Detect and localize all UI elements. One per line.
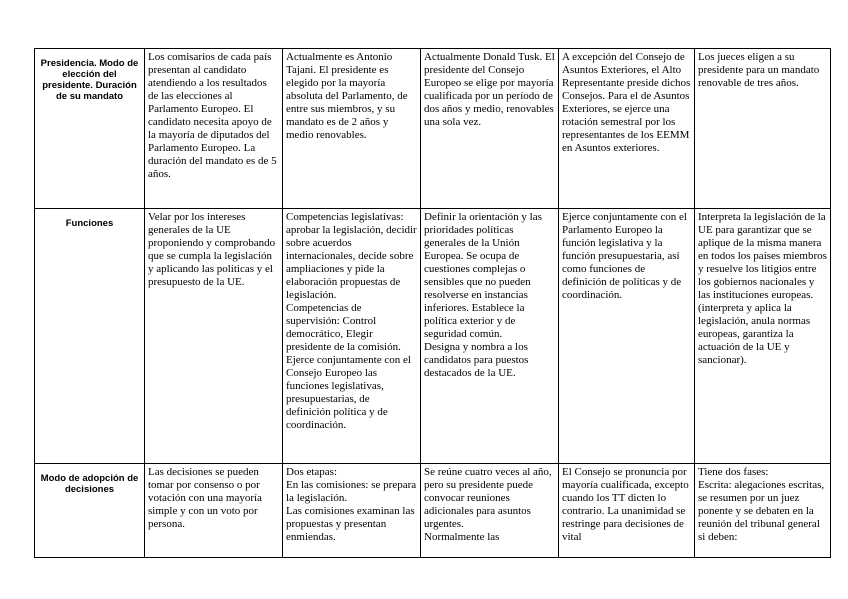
row-header-presidencia bbox=[35, 49, 145, 209]
cell-text: Actualmente Donald Tusk. El presidente del Consejo Europeo se elige por mayoría cualificada por un período de dos años y medio, renovables una sola vez. bbox=[424, 51, 555, 128]
table-cell bbox=[145, 49, 283, 209]
table-cell bbox=[145, 209, 283, 464]
institutions-comparison-table bbox=[34, 48, 831, 558]
table-cell bbox=[283, 209, 421, 464]
cell-text: Los comisarios de cada país presentan al candidato atendiendo a los resultados de las elecciones al Parlamento Europeo. El candidato necesita apoyo de la mayoría de diputados del Parlamento Europeo. La duración del mandato es de 5 años. bbox=[148, 51, 277, 180]
cell-text: A excepción del Consejo de Asuntos Exteriores, el Alto Representante preside dichos Consejos. Para el de Asuntos Exteriores, se ejerce una rotación semestral por los representantes de los EEMM en Asuntos exteriores. bbox=[562, 51, 691, 154]
cell-text: Definir la orientación y las prioridades políticas generales de la Unión Europea. Se ocupa de cuestiones complejas o sensibles que no pueden resolverse en instancias inferiores. Establece la política exterior y de seguridad común. Designa y nombra a los candidatos para puestos destacados de la UE. bbox=[424, 211, 542, 379]
cell-text: Ejerce conjuntamente con el Parlamento Europeo la función legislativa y la función presupuestaria, así como funciones de definición de políticas y de coordinación. bbox=[562, 211, 687, 301]
table-cell bbox=[421, 464, 559, 558]
row-header-label: Modo de adopción de decisiones bbox=[40, 473, 139, 495]
cell-text: Dos etapas: En las comisiones: se prepara la legislación. Las comisiones examinan las propuestas y presentan enmiendas. bbox=[286, 466, 417, 543]
table-row bbox=[35, 209, 831, 464]
row-header-adopcion-decisiones bbox=[35, 464, 145, 558]
row-header-label: Presidencia. Modo de elección del presidente. Duración de su mandato bbox=[40, 58, 139, 102]
table-cell bbox=[695, 464, 831, 558]
cell-text: Se reúne cuatro veces al año, pero su presidente puede convocar reuniones adicionales para asuntos urgentes. Normalmente las bbox=[424, 466, 552, 543]
table-cell bbox=[559, 209, 695, 464]
table-row bbox=[35, 49, 831, 209]
table-row bbox=[35, 464, 831, 558]
table-cell bbox=[559, 49, 695, 209]
table-cell bbox=[283, 49, 421, 209]
cell-text: Velar por los intereses generales de la UE proponiendo y comprobando que se cumpla la legislación y aplicando las políticas y el presupuesto de la UE. bbox=[148, 211, 276, 288]
table-cell bbox=[145, 464, 283, 558]
cell-text: El Consejo se pronuncia por mayoría cualificada, excepto cuando los TT dicten lo contrario. La unanimidad se restringe para decisiones de vital bbox=[562, 466, 689, 543]
table-cell bbox=[283, 464, 421, 558]
table-cell bbox=[695, 49, 831, 209]
row-header-label: Funciones bbox=[65, 218, 114, 229]
table-cell bbox=[421, 49, 559, 209]
cell-text: Interpreta la legislación de la UE para garantizar que se aplique de la misma manera en todos los países miembros y resuelve los litigios entre los gobiernos nacionales y las instituciones europeas. (interpreta y aplica la legislación, anula normas europeas, garantiza la actuación de la UE y sancionar). bbox=[698, 211, 827, 366]
cell-text: Las decisiones se pueden tomar por consenso o por votación con una mayoría simple y con un voto por persona. bbox=[148, 466, 262, 530]
cell-text: Tiene dos fases: Escrita: alegaciones escritas, se resumen por un juez ponente y se debaten en la reunión del tribunal general si deben: bbox=[698, 466, 825, 543]
cell-text: Los jueces eligen a su presidente para un mandato renovable de tres años. bbox=[698, 51, 820, 89]
cell-text: Competencias legislativas: aprobar la legislación, decidir sobre acuerdos internacionales, decide sobre ampliaciones y pide la elaboración propuestas de legislación. Competencias de supervisión: Control democrático, Elegir presidente de la comisión. Ejerce conjuntamente con el Consejo Europeo las funciones legislativas, presupuestarias, de definición política y de coordinación. bbox=[286, 211, 417, 431]
table-cell bbox=[421, 209, 559, 464]
cell-text: Actualmente es Antonio Tajani. El presidente es elegido por la mayoría absoluta del Parlamento, de entre sus miembros, y su mandato es de 2 años y medio renovables. bbox=[286, 51, 408, 141]
table-cell bbox=[559, 464, 695, 558]
table-cell bbox=[695, 209, 831, 464]
row-header-funciones bbox=[35, 209, 145, 464]
